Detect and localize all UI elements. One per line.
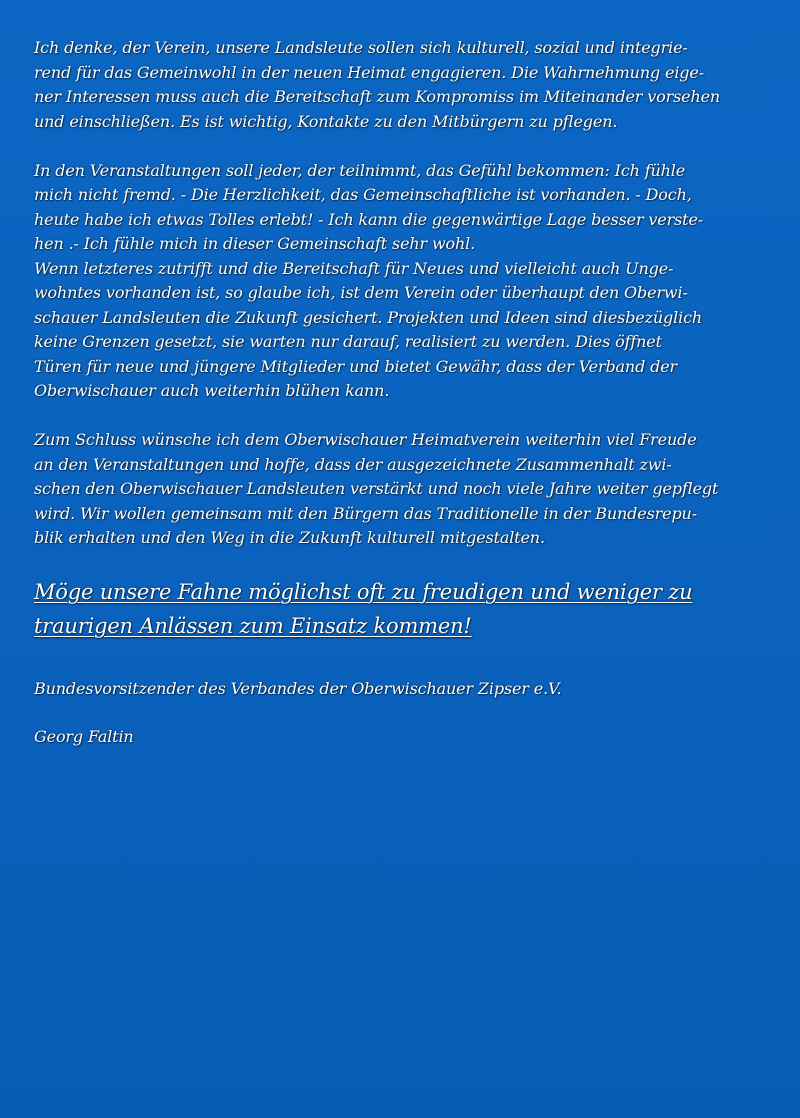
- motto-line: Möge unsere Fahne möglichst oft zu freudigen und weniger zu: [34, 579, 693, 604]
- paragraph-line: wohntes vorhanden ist, so glaube ich, ist dem Verein oder überhaupt den Oberwi-: [34, 283, 688, 302]
- paragraph-2: [34, 159, 800, 404]
- paragraph-line: schauer Landsleuten die Zukunft gesichert. Projekten und Ideen sind diesbezüglich: [34, 307, 703, 327]
- paragraph-line: Ich denke, der Verein, unsere Landsleute sollen sich kulturell, sozial und integrie-: [34, 38, 688, 57]
- paragraph-line: wird. Wir wollen gemeinsam mit den Bürgern das Traditionelle in der Bundesrepu-: [34, 503, 697, 523]
- paragraph-line: mich nicht fremd. - Die Herzlichkeit, das Gemeinschaftliche ist vorhanden. - Doch,: [34, 185, 692, 204]
- paragraph-line: Oberwischauer auch weiterhin blühen kann.: [34, 381, 390, 400]
- signature-role: Bundesvorsitzender des Verbandes der Oberwischauer Zipser e.V.: [34, 678, 562, 698]
- paragraph-line: Wenn letzteres zutrifft und die Bereitschaft für Neues und vielleicht auch Unge-: [34, 258, 674, 278]
- motto-line: traurigen Anlässen zum Einsatz kommen!: [34, 613, 472, 638]
- paragraph-line: schen den Oberwischauer Landsleuten verstärkt und noch viele Jahre weiter gepflegt: [34, 479, 719, 498]
- paragraph-spacer: [34, 134, 800, 159]
- letter-body: [34, 36, 800, 551]
- paragraph-line: Zum Schluss wünsche ich dem Oberwischauer Heimatverein weiterhin viel Freude: [34, 430, 697, 449]
- paragraph-spacer: [34, 404, 800, 429]
- paragraph-line: hen .- Ich fühle mich in dieser Gemeinschaft sehr wohl.: [34, 234, 476, 253]
- paragraph-line: rend für das Gemeinwohl in der neuen Heimat engagieren. Die Wahrnehmung eige-: [34, 62, 704, 82]
- signature-name: Georg Faltin: [34, 727, 134, 746]
- paragraph-line: In den Veranstaltungen soll jeder, der teilnimmt, das Gefühl bekommen: Ich fühle: [34, 160, 686, 180]
- paragraph-3: [34, 428, 800, 551]
- paragraph-line: keine Grenzen gesetzt, sie warten nur darauf, realisiert zu werden. Dies öffnet: [34, 332, 662, 351]
- paragraph-line: an den Veranstaltungen und hoffe, dass der ausgezeichnete Zusammenhalt zwi-: [34, 454, 672, 474]
- paragraph-1: [34, 36, 800, 134]
- motto: [34, 575, 800, 643]
- paragraph-line: Türen für neue und jüngere Mitglieder und bietet Gewähr, dass der Verband der: [34, 356, 678, 376]
- signature-block: [34, 677, 800, 750]
- paragraph-line: ner Interessen muss auch die Bereitschaft zum Kompromiss im Miteinander vorsehen: [34, 87, 721, 106]
- signature-spacer: [34, 701, 800, 725]
- paragraph-line: heute habe ich etwas Tolles erlebt! - Ich kann die gegenwärtige Lage besser verste-: [34, 209, 704, 229]
- paragraph-line: blik erhalten und den Weg in die Zukunft kulturell mitgestalten.: [34, 528, 545, 547]
- paragraph-line: und einschließen. Es ist wichtig, Kontakte zu den Mitbürgern zu pflegen.: [34, 111, 618, 131]
